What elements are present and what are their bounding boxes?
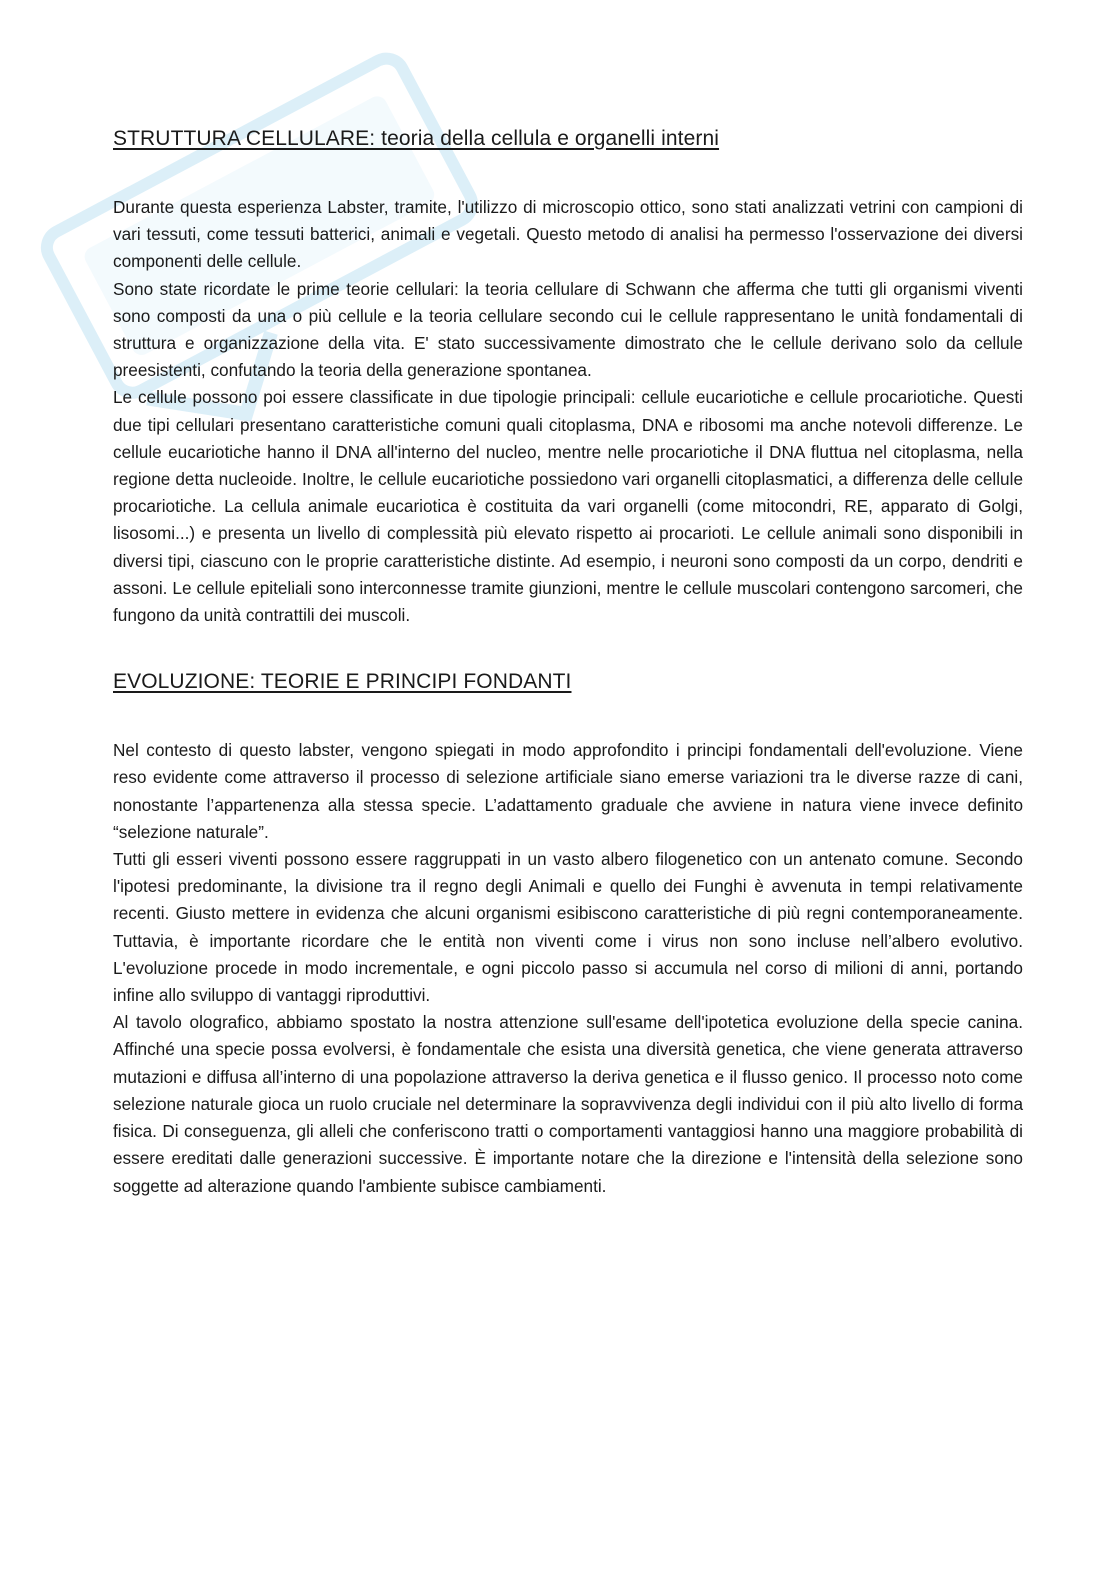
- paragraph: Al tavolo olografico, abbiamo spostato la nostra attenzione sull'esame dell'ipotetica evoluzione della specie canina. Affinché una specie possa evolversi, è fondamentale che esista una diversità genetica, che viene generata attraverso mutazioni e diffusa all’interno di una popolazione attraverso la deriva genetica e il flusso genico. Il processo noto come selezione naturale gioca un ruolo cruciale nel determinare la sopravvivenza degli individui con il più alto livello di forma fisica. Di conseguenza, gli alleli che conferiscono tratti o comportamenti vantaggiosi hanno una maggiore probabilità di essere ereditati dalle generazioni successive. È importante notare che la direzione e l'intensità della selezione sono soggette ad alterazione quando l'ambiente subisce cambiamenti.: [113, 1012, 1023, 1196]
- section-title-evolution: EVOLUZIONE: TEORIE E PRINCIPI FONDANTI: [113, 670, 572, 694]
- paragraph: Durante questa esperienza Labster, tramite, l'utilizzo di microscopio ottico, sono stati analizzati vetrini con campioni di vari tessuti, come tessuti batterici, animali e vegetali. Questo metodo di analisi ha permesso l'osservazione dei diversi componenti delle cellule.: [113, 197, 1023, 272]
- paragraph: Tutti gli esseri viventi possono essere raggruppati in un vasto albero filogenetico con un antenato comune. Secondo l'ipotesi predominante, la divisione tra il regno degli Animali e quello dei Funghi è avvenuta in tempi relativamente recenti. Giusto mettere in evidenza che alcuni organismi esibiscono caratteristiche di più regni contemporaneamente. Tuttavia, è importante ricordare che le entità non viventi come i virus non sono incluse nell’albero evolutivo. L'evoluzione procede in modo incrementale, e ogni piccolo passo si accumula nel corso di milioni di anni, portando infine allo sviluppo di vantaggi riproduttivi.: [113, 849, 1023, 1006]
- document-page: [113, 124, 1023, 1200]
- section-title-cell-structure: STRUTTURA CELLULARE: teoria della cellula e organelli interni: [113, 127, 720, 150]
- paragraph: Le cellule possono poi essere classificate in due tipologie principali: cellule eucariotiche e cellule procariotiche. Questi due tipi cellulari presentano caratteristiche comuni quali citoplasma, DNA e ribosomi ma anche notevoli differenze. Le cellule eucariotiche hanno il DNA all'interno del nucleo, mentre nelle procariotiche il DNA fluttua nel citoplasma, nella regione detta nucleoide. Inoltre, le cellule eucariotiche possiedono vari organelli citoplasmatici, a differenza delle cellule procariotiche. La cellula animale eucariotica è costituita da vari organelli (come mitocondri, RE, apparato di Golgi, lisosomi...) e presenta un livello di complessità più elevato rispetto ai procarioti. Le cellule animali sono disponibili in diversi tipi, ciascuno con le proprie caratteristiche distinte. Ad esempio, i neuroni sono composti da un corpo, dendriti e assoni. Le cellule epiteliali sono interconnesse tramite giunzioni, mentre le cellule muscolari contengono sarcomeri, che fungono da unità contrattili dei muscoli.: [113, 387, 1023, 626]
- paragraph: Nel contesto di questo labster, vengono spiegati in modo approfondito i principi fondamentali dell'evoluzione. Viene reso evidente come attraverso il processo di selezione artificiale siano emerse variazioni tra le diverse razze di cani, nonostante l’appartenenza alla stessa specie. L’adattamento graduale che avviene in natura viene invece definito “selezione naturale”.: [113, 740, 1023, 842]
- paragraph: Sono state ricordate le prime teorie cellulari: la teoria cellulare di Schwann che afferma che tutti gli organismi viventi sono composti da una o più cellule e la teoria cellulare secondo cui le cellule rappresentano le unità fondamentali di struttura e organizzazione della vita. E' stato successivamente dimostrato che le cellule derivano solo da cellule preesistenti, confutando la teoria della generazione spontanea.: [113, 278, 1023, 381]
